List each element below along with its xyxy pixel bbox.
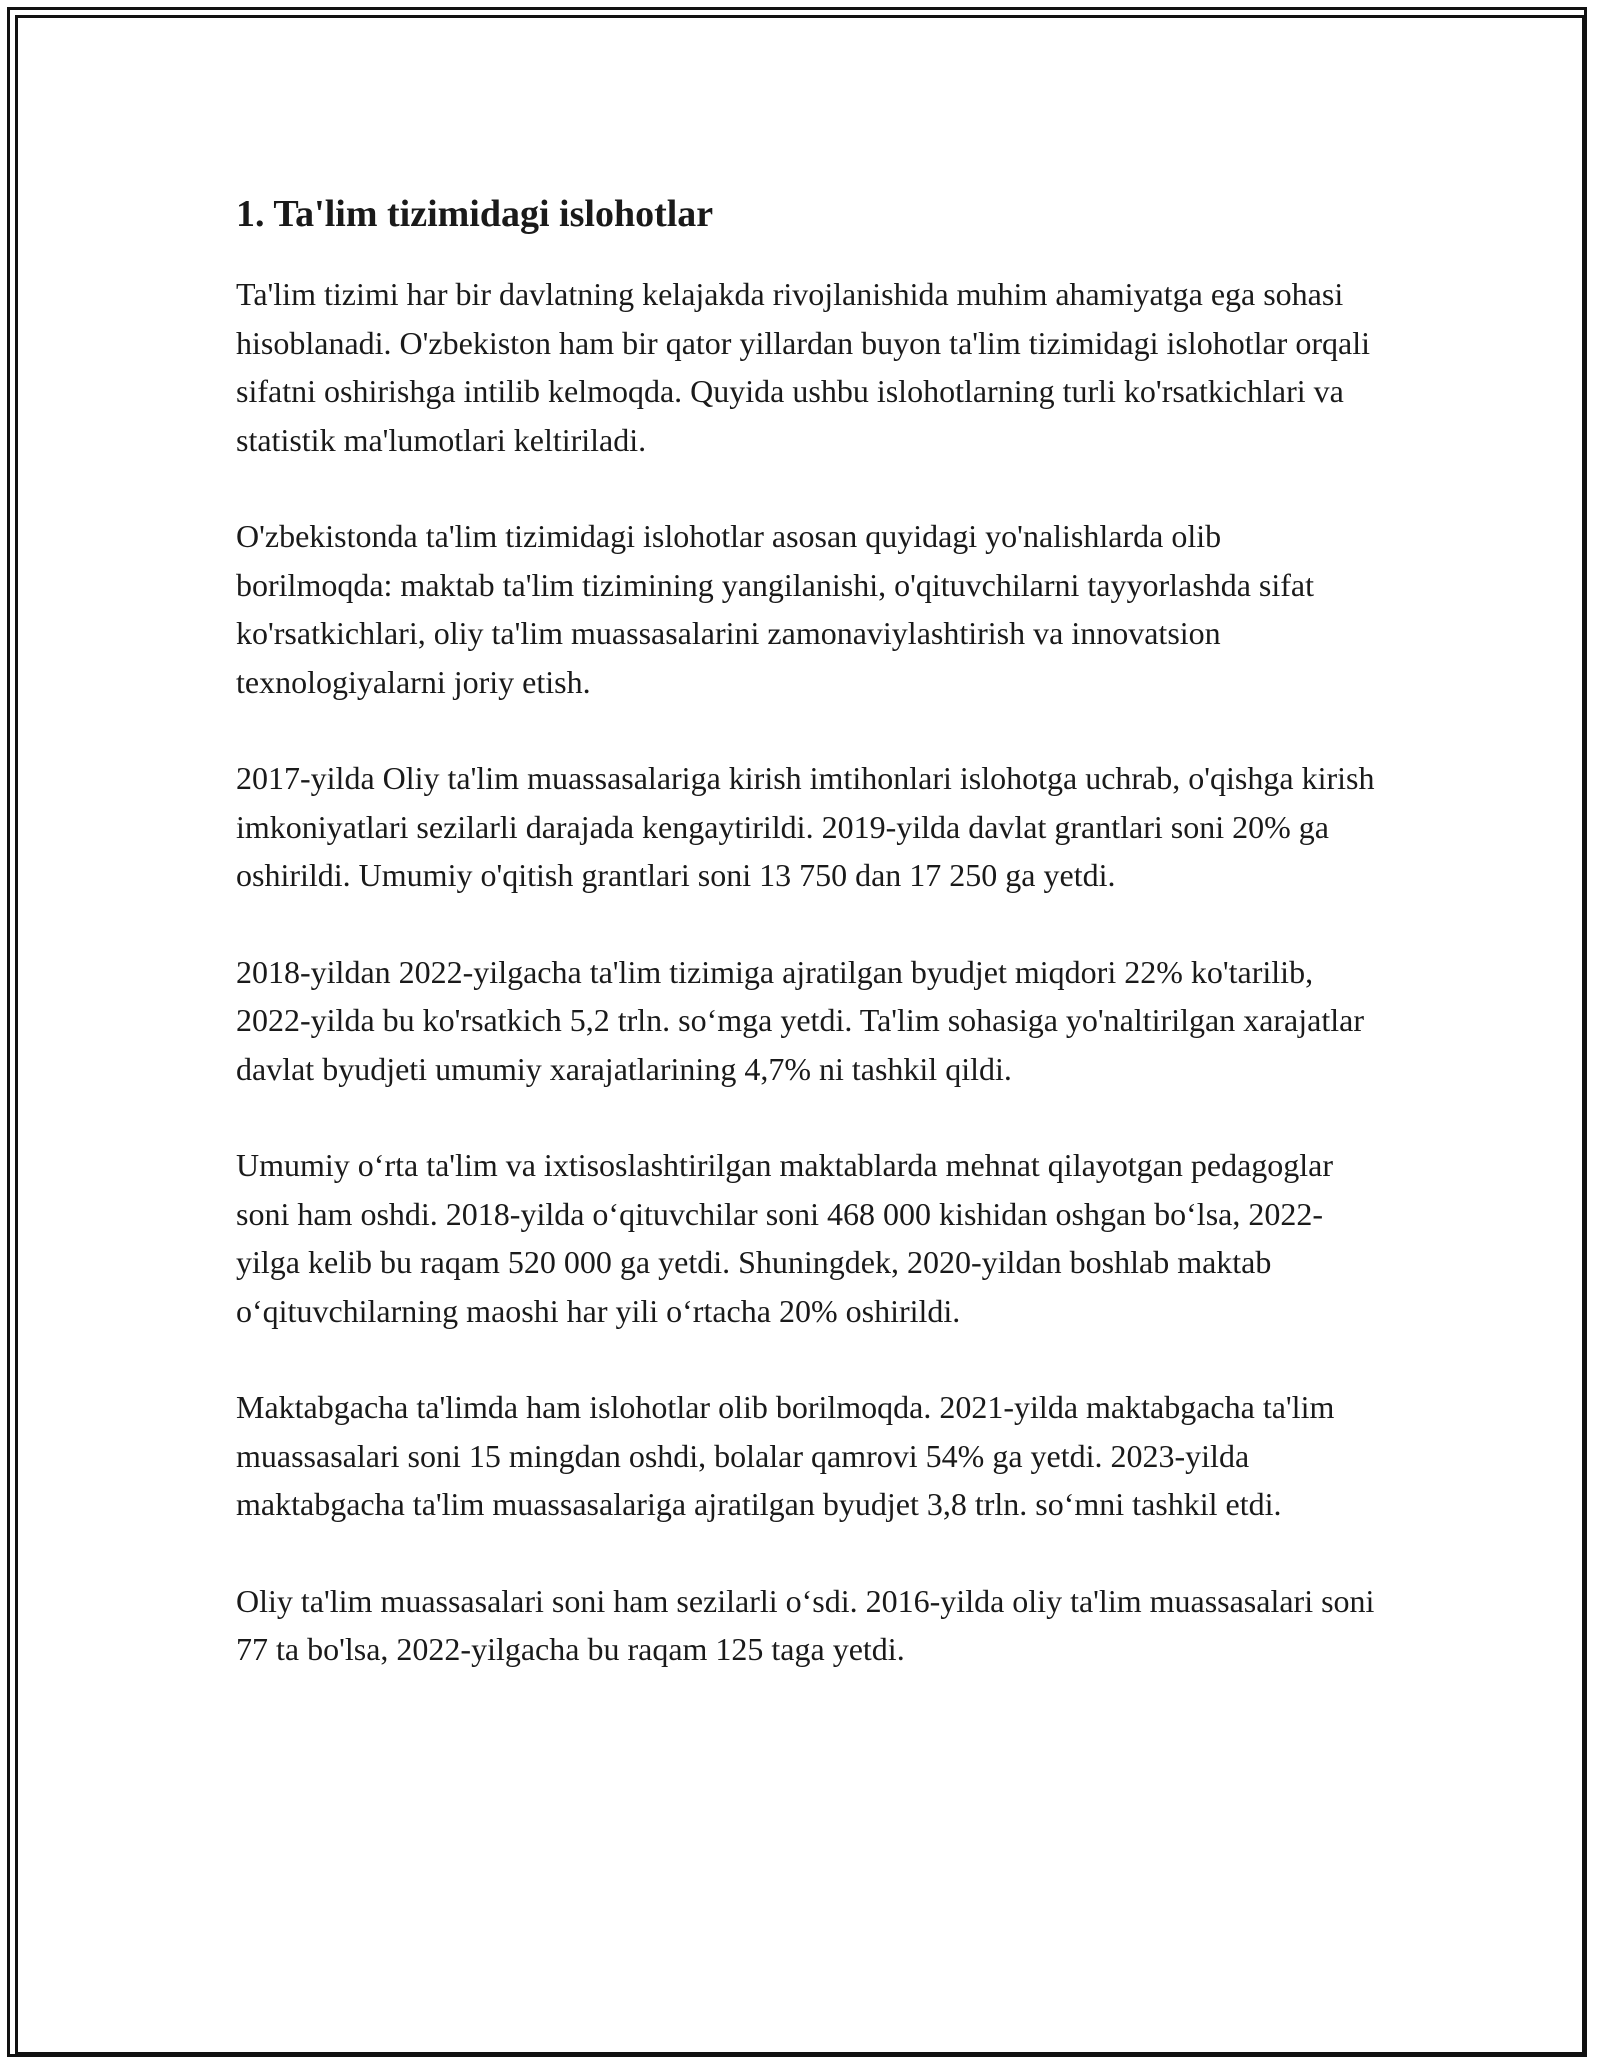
paragraph-universities: Oliy ta'lim muassasalari soni ham sezilarli o‘sdi. 2016-yilda oliy ta'lim muassasalari soni 77 ta bo'lsa, 2022-yilgacha bu raqam 125 taga yetdi.: [236, 1582, 1375, 1667]
paragraph-teachers: Umumiy o‘rta ta'lim va ixtisoslashtirilgan maktablarda mehnat qilayotgan pedagoglar soni ham oshdi. 2018-yilda o‘qituvchilar soni 468 000 kishidan oshgan bo‘lsa, 2022-yilga kelib bu raqam 520 000 ga yetdi. Shuningdek, 2020-yildan boshlab maktab o‘qituvchilarning maoshi har yili o‘rtacha 20% oshirildi.: [236, 1147, 1334, 1329]
paragraph-higher-ed-admission: 2017-yilda Oliy ta'lim muassasalariga kirish imtihonlari islohotga uchrab, o'qishga kirish imkoniyatlari sezilarli darajada kengaytirildi. 2019-yilda davlat grantlari soni 20% ga oshirildi. Umumiy o'qitish grantlari soni 13 750 dan 17 250 ga yetdi.: [236, 760, 1375, 893]
paragraph-preschool: Maktabgacha ta'limda ham islohotlar olib borilmoqda. 2021-yilda maktabgacha ta'lim muassasalari soni 15 mingdan oshdi, bolalar qamrovi 54% ga yetdi. 2023-yilda maktabgacha ta'lim muassasalariga ajratilgan byudjet 3,8 trln. so‘mni tashkil etdi.: [236, 1389, 1335, 1522]
section-heading: 1. Ta'lim tizimidagi islohotlar: [236, 193, 714, 235]
paragraph-directions: O'zbekistonda ta'lim tizimidagi islohotlar asosan quyidagi yo'nalishlarda olib borilmoqda: maktab ta'lim tizimining yangilanishi, o'qituvchilarni tayyorlashda sifat ko'rsatkichlari, oliy ta'lim muassasalarini zamonaviylashtirish va innovatsion texnologiyalarni joriy etish.: [236, 518, 1314, 700]
document-body: [236, 188, 1376, 1722]
paragraph-intro: Ta'lim tizimi har bir davlatning kelajakda rivojlanishida muhim ahamiyatga ega sohasi hisoblanadi. O'zbekiston ham bir qator yillardan buyon ta'lim tizimidagi islohotlar orqali sifatni oshirishga intilib kelmoqda. Quyida ushbu islohotlarning turli ko'rsatkichlari va statistik ma'lumotlari keltiriladi.: [236, 276, 1370, 458]
paragraph-budget: 2018-yildan 2022-yilgacha ta'lim tizimiga ajratilgan byudjet miqdori 22% ko'tarilib, 2022-yilda bu ko'rsatkich 5,2 trln. so‘mga yetdi. Ta'lim sohasiga yo'naltirilgan xarajatlar davlat byudjeti umumiy xarajatlarining 4,7% ni tashkil qildi.: [236, 953, 1364, 1087]
